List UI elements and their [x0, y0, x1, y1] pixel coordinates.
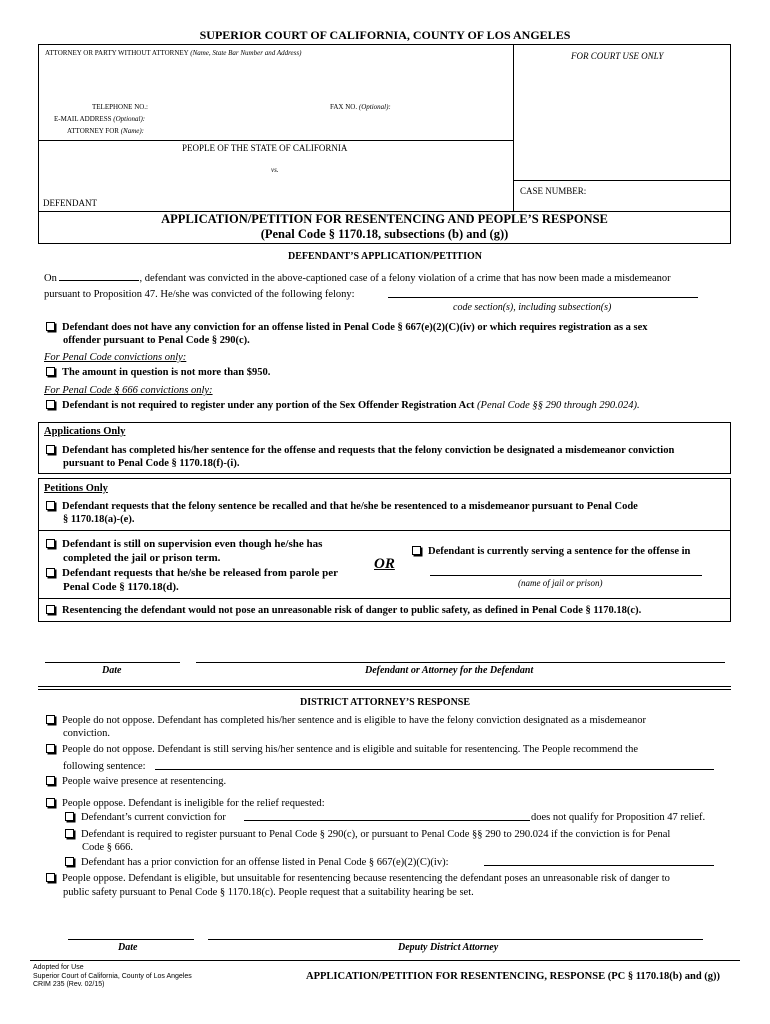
code-section-note: code section(s), including subsection(s) — [453, 302, 612, 313]
da-response-4a-text-2: does not qualify for Proposition 47 relief. — [531, 812, 706, 823]
da-response-3-checkbox[interactable] — [46, 776, 55, 785]
attorney-label-row — [45, 49, 301, 57]
not-register-text: Defendant is not required to register under any portion of the Sex Offender Registration Act — [62, 400, 475, 411]
parole-checkbox[interactable] — [46, 568, 55, 577]
da-response-2-checkbox[interactable] — [46, 744, 55, 753]
attorney-divider — [38, 140, 514, 141]
defendant-date-field[interactable] — [45, 662, 180, 663]
da-response-2-text-2: following sentence: — [63, 761, 146, 772]
risk-text: Resentencing the defendant would not pose an unreasonable risk of danger to public safety, as defined in Penal Code § 1170.18(c). — [62, 605, 642, 616]
footer-info — [33, 964, 192, 990]
da-response-4a-text: Defendant’s current conviction for — [81, 812, 226, 823]
da-response-5-checkbox[interactable] — [46, 873, 55, 882]
on-label: On — [44, 273, 57, 284]
section-separator-2 — [38, 689, 731, 690]
no-conviction-row — [46, 321, 648, 334]
fax-label-row — [330, 103, 391, 111]
da-response-2 — [46, 743, 638, 756]
vs-label: vs. — [271, 166, 279, 174]
attorney-for-row — [67, 127, 144, 135]
da-response-1 — [46, 714, 646, 727]
da-response-4c-text: Defendant has a prior conviction for an offense listed in Penal Code § 667(e)(2)(C)(iv): — [81, 857, 449, 868]
amount-checkbox[interactable] — [46, 367, 55, 376]
petition-row — [46, 500, 638, 513]
case-number-label: CASE NUMBER: — [520, 186, 587, 196]
parole-text-1: Defendant requests that he/she be released from parole per — [62, 567, 338, 579]
da-response-4-checkbox[interactable] — [46, 798, 55, 807]
attorney-for-label: ATTORNEY FOR — [67, 127, 119, 135]
da-response-4c-checkbox[interactable] — [65, 857, 74, 866]
email-label-row — [54, 115, 145, 123]
da-response-4b-text: Defendant is required to register pursuant to Penal Code § 290(c), or pursuant to Penal Code §§ 290 to 290.024 if the conviction is for Penal — [81, 829, 671, 840]
not-register-note: (Penal Code §§ 290 through 290.024). — [477, 400, 640, 411]
da-response-2-text: People do not oppose. Defendant is still serving his/her sentence and is eligible and suitable for resentencing. The People recommend the — [62, 744, 638, 755]
defendant-date-label: Date — [102, 665, 122, 676]
attorney-note: (Name, State Bar Number and Address) — [190, 49, 302, 57]
footer-separator — [30, 960, 740, 961]
petitions-divider-2 — [38, 598, 731, 599]
serving-checkbox[interactable] — [412, 546, 421, 555]
current-conviction-field[interactable] — [244, 820, 530, 821]
people-label: PEOPLE OF THE STATE OF CALIFORNIA — [182, 143, 348, 153]
prior-conviction-field[interactable] — [484, 865, 714, 866]
defendant-section-heading: DEFENDANT’S APPLICATION/PETITION — [287, 251, 482, 262]
da-date-label: Date — [118, 942, 138, 953]
application-text-2: pursuant to Penal Code § 1170.18(f)-(i). — [63, 458, 240, 469]
supervision-text-1: Defendant is still on supervision even though he/she has — [62, 538, 323, 550]
felony-field[interactable] — [388, 297, 698, 298]
defendant-signer-label: Defendant or Attorney for the Defendant — [365, 665, 534, 676]
attorney-for-note: (Name): — [120, 127, 145, 135]
fax-label: FAX NO. — [330, 103, 358, 111]
conviction-date-row — [44, 270, 671, 285]
court-use-label: FOR COURT USE ONLY — [571, 51, 664, 61]
footer-form-number: CRIM 235 (Rev. 02/15) — [33, 981, 105, 988]
footer-adopted: Adopted for Use — [33, 964, 84, 971]
parole-text-2: Penal Code § 1170.18(d). — [63, 581, 179, 593]
risk-checkbox[interactable] — [46, 605, 55, 614]
da-response-4b — [65, 828, 670, 841]
no-conviction-checkbox[interactable] — [46, 322, 55, 331]
da-response-4b-text-2: Code § 666. — [82, 842, 134, 853]
serving-row — [412, 545, 690, 558]
da-response-5-text-2: public safety pursuant to Penal Code § 1170.18(c). People request that a suitability hearing be set. — [63, 887, 474, 898]
application-row — [46, 444, 674, 457]
risk-row — [46, 604, 641, 617]
da-response-5-text: People oppose. Defendant is eligible, but unsuitable for resentencing because resentencing the defendant poses an unreasonable risk of danger to — [62, 873, 670, 884]
footer-court: Superior Court of California, County of Los Angeles — [33, 972, 192, 980]
case-number-divider — [513, 180, 731, 181]
conviction-date-field[interactable] — [59, 270, 139, 281]
amount-text: The amount in question is not more than $950. — [62, 367, 271, 378]
no-conviction-text-1: Defendant does not have any conviction for an offense listed in Penal Code § 667(e)(2)(C)(iv) or which requires registration as a sex — [62, 322, 648, 333]
jail-name-field[interactable] — [430, 575, 702, 576]
da-response-1-text: People do not oppose. Defendant has completed his/her sentence and is eligible to have the felony conviction designated as a misdemeanor — [62, 715, 647, 726]
da-response-3-text: People waive presence at resentencing. — [62, 776, 227, 787]
da-section-heading: DISTRICT ATTORNEY’S RESPONSE — [299, 697, 471, 708]
da-signer-label: Deputy District Attorney — [398, 942, 499, 953]
email-note: (Optional): — [113, 115, 146, 123]
supervision-checkbox[interactable] — [46, 539, 55, 548]
conviction-text: , defendant was convicted in the above-captioned case of a felony violation of a crime that has now been made a misdemeanor — [139, 273, 671, 284]
amount-row — [46, 366, 270, 379]
da-response-4 — [46, 797, 325, 810]
da-date-field[interactable] — [68, 939, 194, 940]
recommended-sentence-field[interactable] — [155, 769, 714, 770]
defendant-signature-field[interactable] — [196, 662, 725, 663]
supervision-row — [46, 538, 322, 551]
petition-text-1: Defendant requests that the felony sentence be recalled and that he/she be resentenced to a misdemeanor pursuant to Penal Code — [62, 501, 638, 512]
application-checkbox[interactable] — [46, 445, 55, 454]
petition-text-2: § 1170.18(a)-(e). — [63, 514, 135, 525]
da-response-4c — [65, 856, 449, 869]
court-use-divider — [513, 44, 514, 211]
penal-only-label: For Penal Code convictions only: — [44, 352, 187, 363]
no-conviction-text-2: offender pursuant to Penal Code § 290(c). — [63, 335, 250, 346]
da-response-4a — [65, 811, 226, 824]
petition-checkbox[interactable] — [46, 501, 55, 510]
parole-row — [46, 567, 338, 580]
form-title — [38, 212, 731, 242]
telephone-label: TELEPHONE NO.: — [92, 103, 148, 111]
serving-text: Defendant is currently serving a sentence for the offense in — [428, 546, 691, 557]
court-title: SUPERIOR COURT OF CALIFORNIA, COUNTY OF LOS ANGELES — [199, 28, 571, 42]
da-response-4b-checkbox[interactable] — [65, 829, 74, 838]
attorney-label: ATTORNEY OR PARTY WITHOUT ATTORNEY — [45, 49, 189, 57]
da-response-1-checkbox[interactable] — [46, 715, 55, 724]
form-title-line1: APPLICATION/PETITION FOR RESENTENCING AND PEOPLE’S RESPONSE — [161, 212, 608, 226]
da-response-4a-checkbox[interactable] — [65, 812, 74, 821]
applications-only-label: Applications Only — [44, 426, 126, 437]
da-signature-field[interactable] — [208, 939, 703, 940]
jail-note: (name of jail or prison) — [518, 578, 603, 588]
da-response-4-text: People oppose. Defendant is ineligible for the relief requested: — [62, 798, 325, 809]
not-register-row — [46, 399, 640, 412]
da-response-3 — [46, 775, 226, 788]
petitions-divider-1 — [38, 530, 731, 531]
felony-row — [44, 288, 355, 301]
petitions-only-label: Petitions Only — [44, 483, 108, 494]
or-label: OR — [374, 556, 395, 572]
supervision-text-2: completed the jail or prison term. — [63, 552, 221, 564]
da-response-1-text-2: conviction. — [63, 728, 110, 739]
section-separator-1 — [38, 686, 731, 687]
email-label: E-MAIL ADDRESS — [54, 115, 112, 123]
pursuant-text: pursuant to Proposition 47. He/she was convicted of the following felony: — [44, 289, 355, 300]
application-text-1: Defendant has completed his/her sentence for the offense and requests that the felony conviction be designated a misdemeanor conviction — [62, 445, 675, 456]
form-title-line2: (Penal Code § 1170.18, subsections (b) and (g)) — [260, 227, 509, 241]
defendant-label: DEFENDANT — [43, 198, 97, 208]
da-response-5 — [46, 872, 670, 885]
fax-note: (Optional): — [358, 103, 391, 111]
not-register-checkbox[interactable] — [46, 400, 55, 409]
pc666-only-label: For Penal Code § 666 convictions only: — [44, 385, 213, 396]
footer-title: APPLICATION/PETITION FOR RESENTENCING, RESPONSE (PC § 1170.18(b) and (g)) — [306, 971, 721, 982]
